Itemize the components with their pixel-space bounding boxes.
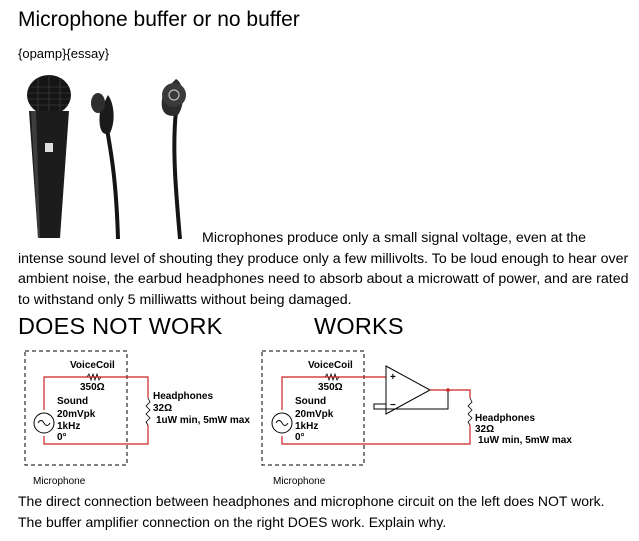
heading-does-not-work: DOES NOT WORK: [18, 313, 223, 339]
microphone-and-earbuds-photo: [18, 73, 201, 241]
source-phase-left: 0°: [57, 432, 67, 443]
voicecoil-label-right: VoiceCoil: [308, 360, 353, 371]
headphones-label-left: Headphones: [153, 391, 214, 402]
microphone-label-left: Microphone: [33, 476, 86, 487]
left-circuit: [25, 351, 250, 487]
page-title: Microphone buffer or no buffer: [18, 8, 300, 31]
opamp-plus-terminal: +: [390, 372, 396, 383]
paragraph-rest: intense sound level of shouting they produce only a few millivolts. To be loud enough to hear over ambient noise, the earbud headphones need to absorb about a microwatt of power, and are rated to withstand only 5 milliwatts without being damaged.: [18, 250, 629, 308]
earbud-headphones-illustration: [91, 79, 186, 239]
voicecoil-value-left: 350Ω: [80, 382, 105, 393]
voicecoil-value-right: 350Ω: [318, 382, 343, 393]
conclusion-text: [18, 491, 605, 532]
source-name-right: Sound: [295, 396, 327, 407]
headphones-rating-right: 1uW min, 5mW max: [478, 435, 572, 446]
source-name-left: Sound: [57, 396, 89, 407]
voicecoil-label-left: VoiceCoil: [70, 360, 115, 371]
headphones-impedance-left: 32Ω: [153, 403, 173, 414]
microphone-label-right: Microphone: [273, 476, 326, 487]
heading-works: WORKS: [314, 313, 404, 339]
intro-paragraph: [18, 228, 633, 310]
tags-line: {opamp}{essay}: [18, 46, 110, 61]
source-amplitude-left: 20mVpk: [57, 409, 96, 420]
paragraph-start: Microphones produce only a small signal voltage, even at the: [202, 230, 587, 246]
opamp-minus-terminal: −: [390, 400, 396, 411]
headphones-label-right: Headphones: [475, 413, 536, 424]
opamp-output-wire: [430, 390, 470, 398]
headphones-resistor-left: [146, 398, 150, 425]
headphones-impedance-right: 32Ω: [475, 424, 495, 435]
headphones-rating-left: 1uW min, 5mW max: [156, 415, 250, 426]
source-frequency-right: 1kHz: [295, 421, 319, 432]
handheld-microphone-illustration: [27, 75, 71, 238]
headphones-resistor-right: [468, 398, 472, 425]
source-phase-right: 0°: [295, 432, 305, 443]
conclusion-line-1: The direct connection between headphones and microphone circuit on the left does NOT work.: [18, 493, 605, 509]
circuit-diagrams: [0, 340, 639, 490]
right-circuit: [262, 351, 572, 487]
source-amplitude-right: 20mVpk: [295, 409, 334, 420]
source-frequency-left: 1kHz: [57, 421, 81, 432]
conclusion-line-2: The buffer amplifier connection on the right DOES work. Explain why.: [18, 513, 447, 530]
